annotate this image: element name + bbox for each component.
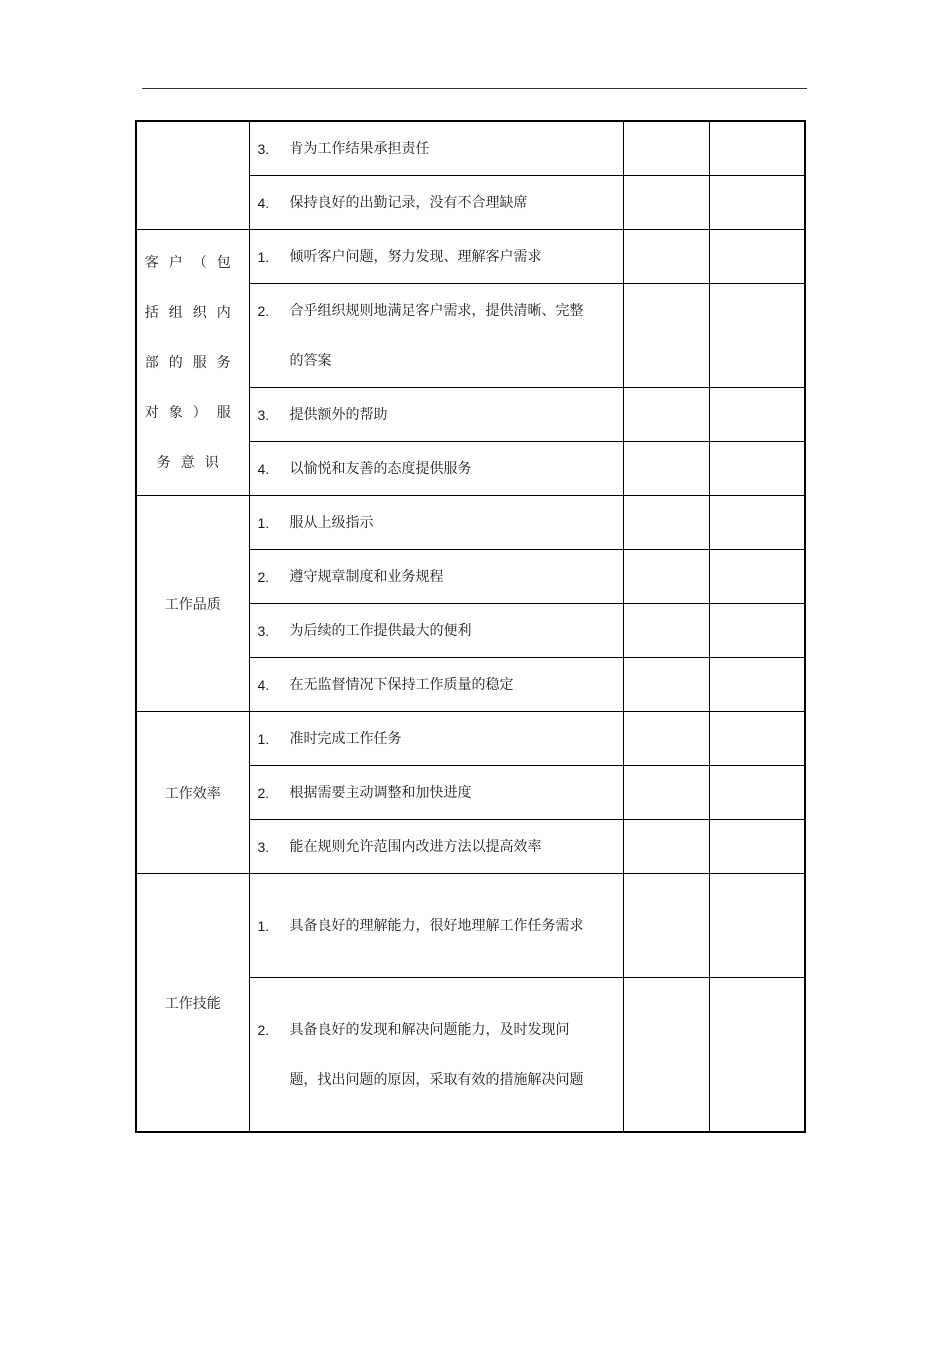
item-text: 根据需要主动调整和加快进度 (289, 784, 472, 801)
item-text: 能在规则允许范围内改进方法以提高效率 (289, 838, 542, 855)
item-cell (249, 658, 623, 712)
item-number: 1. (257, 248, 270, 265)
score-cell-1[interactable] (623, 604, 709, 658)
item-number: 4. (257, 194, 270, 211)
item-number: 1. (257, 730, 270, 747)
score-cell-2[interactable] (709, 388, 805, 442)
score-cell-2[interactable] (709, 978, 805, 1133)
item-text: 肯为工作结果承担责任 (289, 140, 430, 157)
item-cell (249, 176, 623, 230)
category-cell-continued (136, 121, 249, 230)
item-text: 保持良好的出勤记录，没有不合理缺席 (289, 194, 528, 211)
item-number: 3. (257, 140, 270, 157)
score-cell-2[interactable] (709, 176, 805, 230)
item-number: 4. (257, 460, 270, 477)
score-cell-1[interactable] (623, 820, 709, 874)
score-cell-1[interactable] (623, 442, 709, 496)
item-number: 1. (257, 917, 270, 934)
header-rule (142, 88, 807, 89)
item-cell (249, 230, 623, 284)
item-cell (249, 284, 623, 388)
item-number: 2. (257, 302, 270, 319)
item-text: 提供额外的帮助 (289, 406, 388, 423)
item-text: 服从上级指示 (289, 514, 374, 531)
score-cell-2[interactable] (709, 658, 805, 712)
score-cell-2[interactable] (709, 284, 805, 388)
table-row (136, 121, 805, 176)
score-cell-1[interactable] (623, 874, 709, 978)
score-cell-2[interactable] (709, 712, 805, 766)
item-cell (249, 874, 623, 978)
item-text: 具备良好的发现和解决问题能力，及时发现问题，找出问题的原因，采取有效的措施解决问题 (289, 1021, 584, 1088)
score-cell-2[interactable] (709, 874, 805, 978)
item-cell (249, 442, 623, 496)
item-cell (249, 820, 623, 874)
category-cell-customer-service: 客户（包括组织内部的服务对象）服务意识 (136, 230, 249, 496)
category-cell-work-quality: 工作品质 (136, 496, 249, 712)
table-row (136, 874, 805, 978)
item-number: 3. (257, 622, 270, 639)
item-text: 具备良好的理解能力，很好地理解工作任务需求 (289, 917, 584, 934)
score-cell-1[interactable] (623, 712, 709, 766)
item-number: 2. (257, 568, 270, 585)
score-cell-2[interactable] (709, 230, 805, 284)
item-number: 3. (257, 406, 270, 423)
score-cell-2[interactable] (709, 121, 805, 176)
item-number: 4. (257, 676, 270, 693)
score-cell-2[interactable] (709, 604, 805, 658)
score-cell-1[interactable] (623, 388, 709, 442)
item-text: 倾听客户问题，努力发现、理解客户需求 (289, 248, 542, 265)
item-cell (249, 978, 623, 1133)
item-text: 合乎组织规则地满足客户需求，提供清晰、完整的答案 (289, 302, 584, 369)
item-text: 准时完成工作任务 (289, 730, 402, 747)
item-cell (249, 496, 623, 550)
score-cell-1[interactable] (623, 176, 709, 230)
table-row (136, 712, 805, 766)
item-text: 在无监督情况下保持工作质量的稳定 (289, 676, 514, 693)
score-cell-2[interactable] (709, 550, 805, 604)
score-cell-1[interactable] (623, 658, 709, 712)
item-text: 以愉悦和友善的态度提供服务 (289, 460, 472, 477)
table-row (136, 496, 805, 550)
score-cell-2[interactable] (709, 442, 805, 496)
score-cell-2[interactable] (709, 820, 805, 874)
item-number: 2. (257, 784, 270, 801)
score-cell-2[interactable] (709, 496, 805, 550)
score-cell-1[interactable] (623, 766, 709, 820)
item-cell (249, 550, 623, 604)
score-cell-1[interactable] (623, 978, 709, 1133)
item-cell (249, 121, 623, 176)
item-text: 遵守规章制度和业务规程 (289, 568, 444, 585)
score-cell-1[interactable] (623, 550, 709, 604)
table-row (136, 230, 805, 284)
item-number: 1. (257, 514, 270, 531)
item-number: 3. (257, 838, 270, 855)
score-cell-1[interactable] (623, 230, 709, 284)
item-cell (249, 388, 623, 442)
item-number: 2. (257, 1021, 270, 1038)
category-cell-work-skills: 工作技能 (136, 874, 249, 1133)
item-cell (249, 766, 623, 820)
evaluation-table (135, 120, 806, 1133)
score-cell-1[interactable] (623, 121, 709, 176)
item-text: 为后续的工作提供最大的便利 (289, 622, 472, 639)
category-cell-work-efficiency: 工作效率 (136, 712, 249, 874)
score-cell-1[interactable] (623, 284, 709, 388)
item-cell (249, 604, 623, 658)
item-cell (249, 712, 623, 766)
score-cell-1[interactable] (623, 496, 709, 550)
score-cell-2[interactable] (709, 766, 805, 820)
